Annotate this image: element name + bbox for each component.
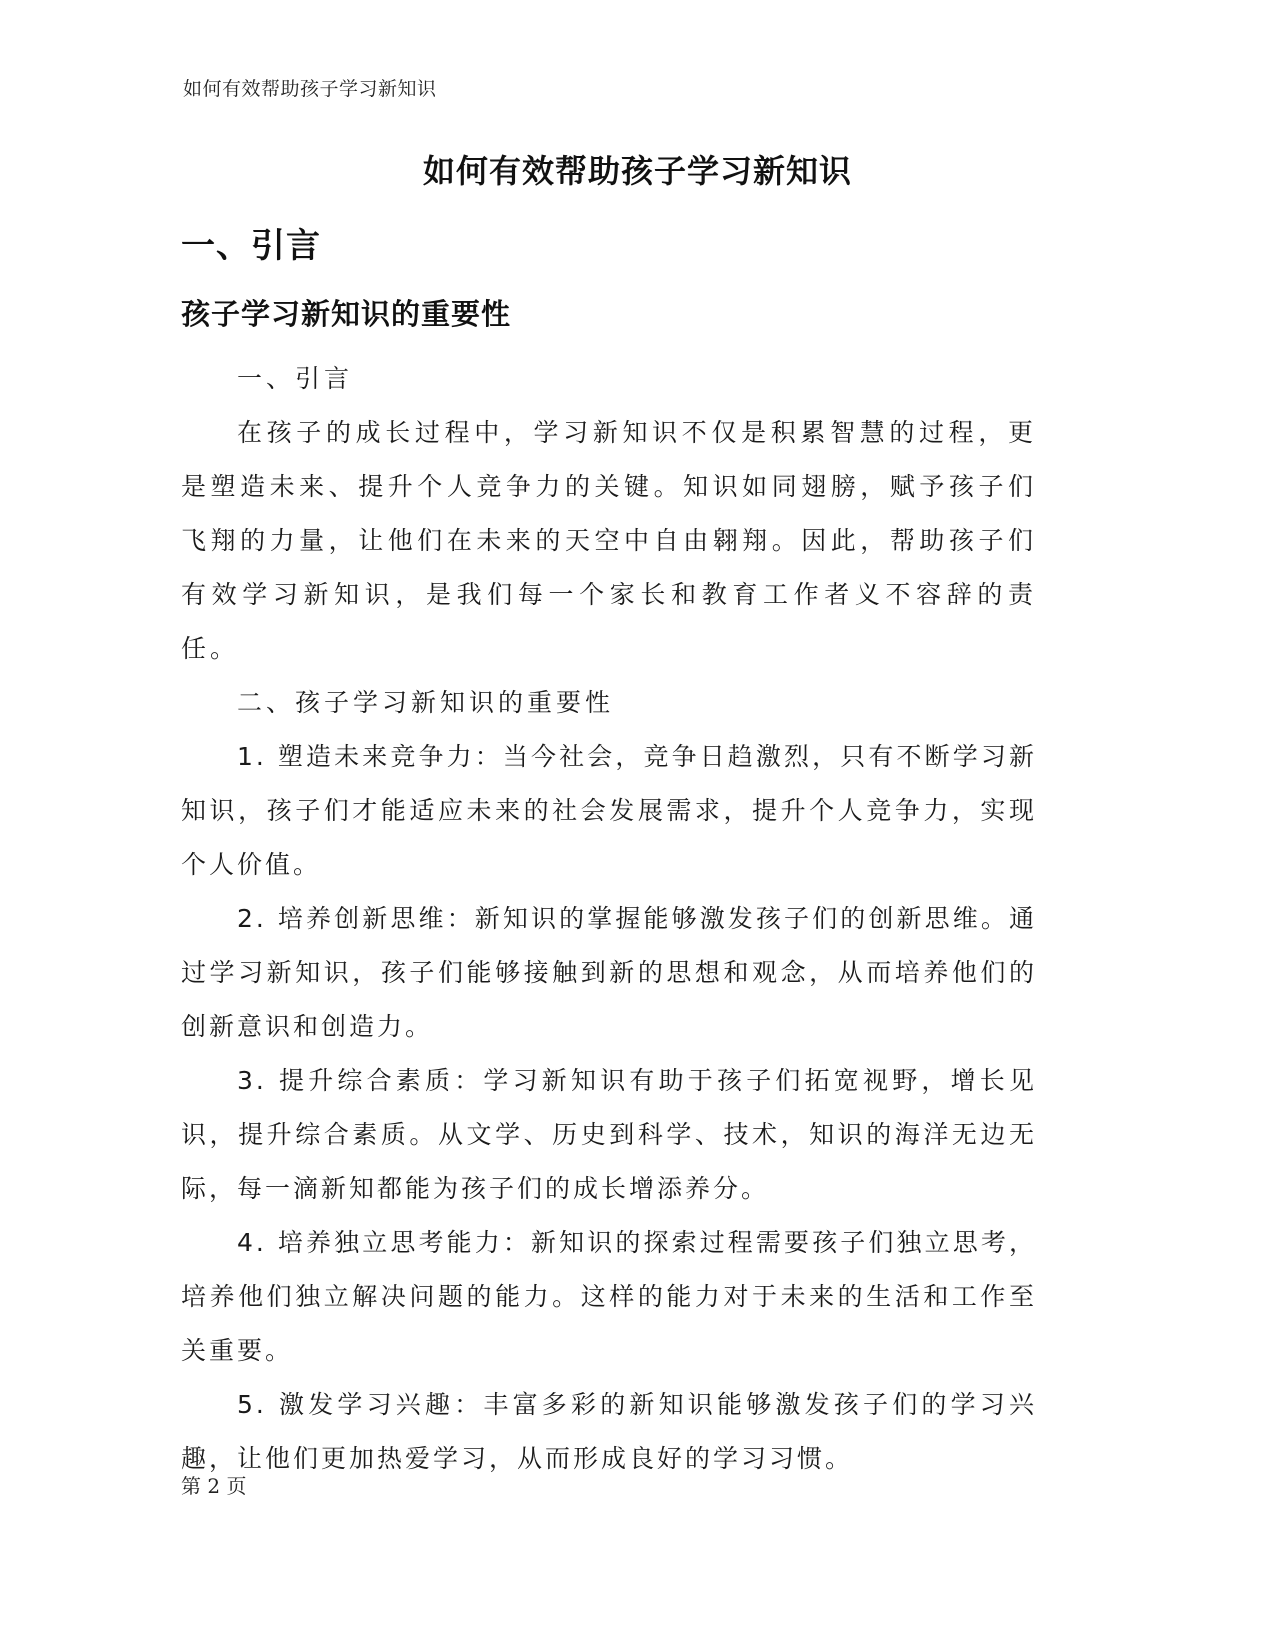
paragraph-intro: 在孩子的成长过程中，学习新知识不仅是积累智慧的过程，更是塑造未来、提升个人竞争力的关键。知识如同翅膀，赋予孩子们飞翔的力量，让他们在未来的天空中自由翱翔。因此，帮助孩子们有效学习新知识，是我们每一个家长和教育工作者义不容辞的责任。 bbox=[181, 418, 1037, 663]
list-item-1: 1. 塑造未来竞争力：当今社会，竞争日趋激烈，只有不断学习新知识，孩子们才能适应未来的社会发展需求，提升个人竞争力，实现个人价值。 bbox=[181, 742, 1037, 879]
running-header: 如何有效帮助孩子学习新知识 bbox=[183, 78, 437, 100]
list-item-3: 3. 提升综合素质：学习新知识有助于孩子们拓宽视野，增长见识，提升综合素质。从文学、历史到科学、技术，知识的海洋无边无际，每一滴新知都能为孩子们的成长增添养分。 bbox=[181, 1066, 1037, 1203]
body-text bbox=[181, 352, 1037, 1486]
paragraph-intro-label: 一、引言 bbox=[237, 364, 354, 393]
list-item-5: 5. 激发学习兴趣：丰富多彩的新知识能够激发孩子们的学习兴趣，让他们更加热爱学习，从而形成良好的学习习惯。 bbox=[181, 1390, 1037, 1473]
page-number: 第 2 页 bbox=[181, 1474, 247, 1498]
section-heading: 一、引言 bbox=[181, 226, 321, 266]
subsection-heading: 孩子学习新知识的重要性 bbox=[181, 297, 512, 331]
document-title: 如何有效帮助孩子学习新知识 bbox=[422, 152, 852, 190]
list-item-4: 4. 培养独立思考能力：新知识的探索过程需要孩子们独立思考，培养他们独立解决问题的能力。这样的能力对于未来的生活和工作至关重要。 bbox=[181, 1228, 1037, 1365]
paragraph-importance-label: 二、孩子学习新知识的重要性 bbox=[237, 688, 615, 717]
list-item-2: 2. 培养创新思维：新知识的掌握能够激发孩子们的创新思维。通过学习新知识，孩子们能够接触到新的思想和观念，从而培养他们的创新意识和创造力。 bbox=[181, 904, 1037, 1041]
